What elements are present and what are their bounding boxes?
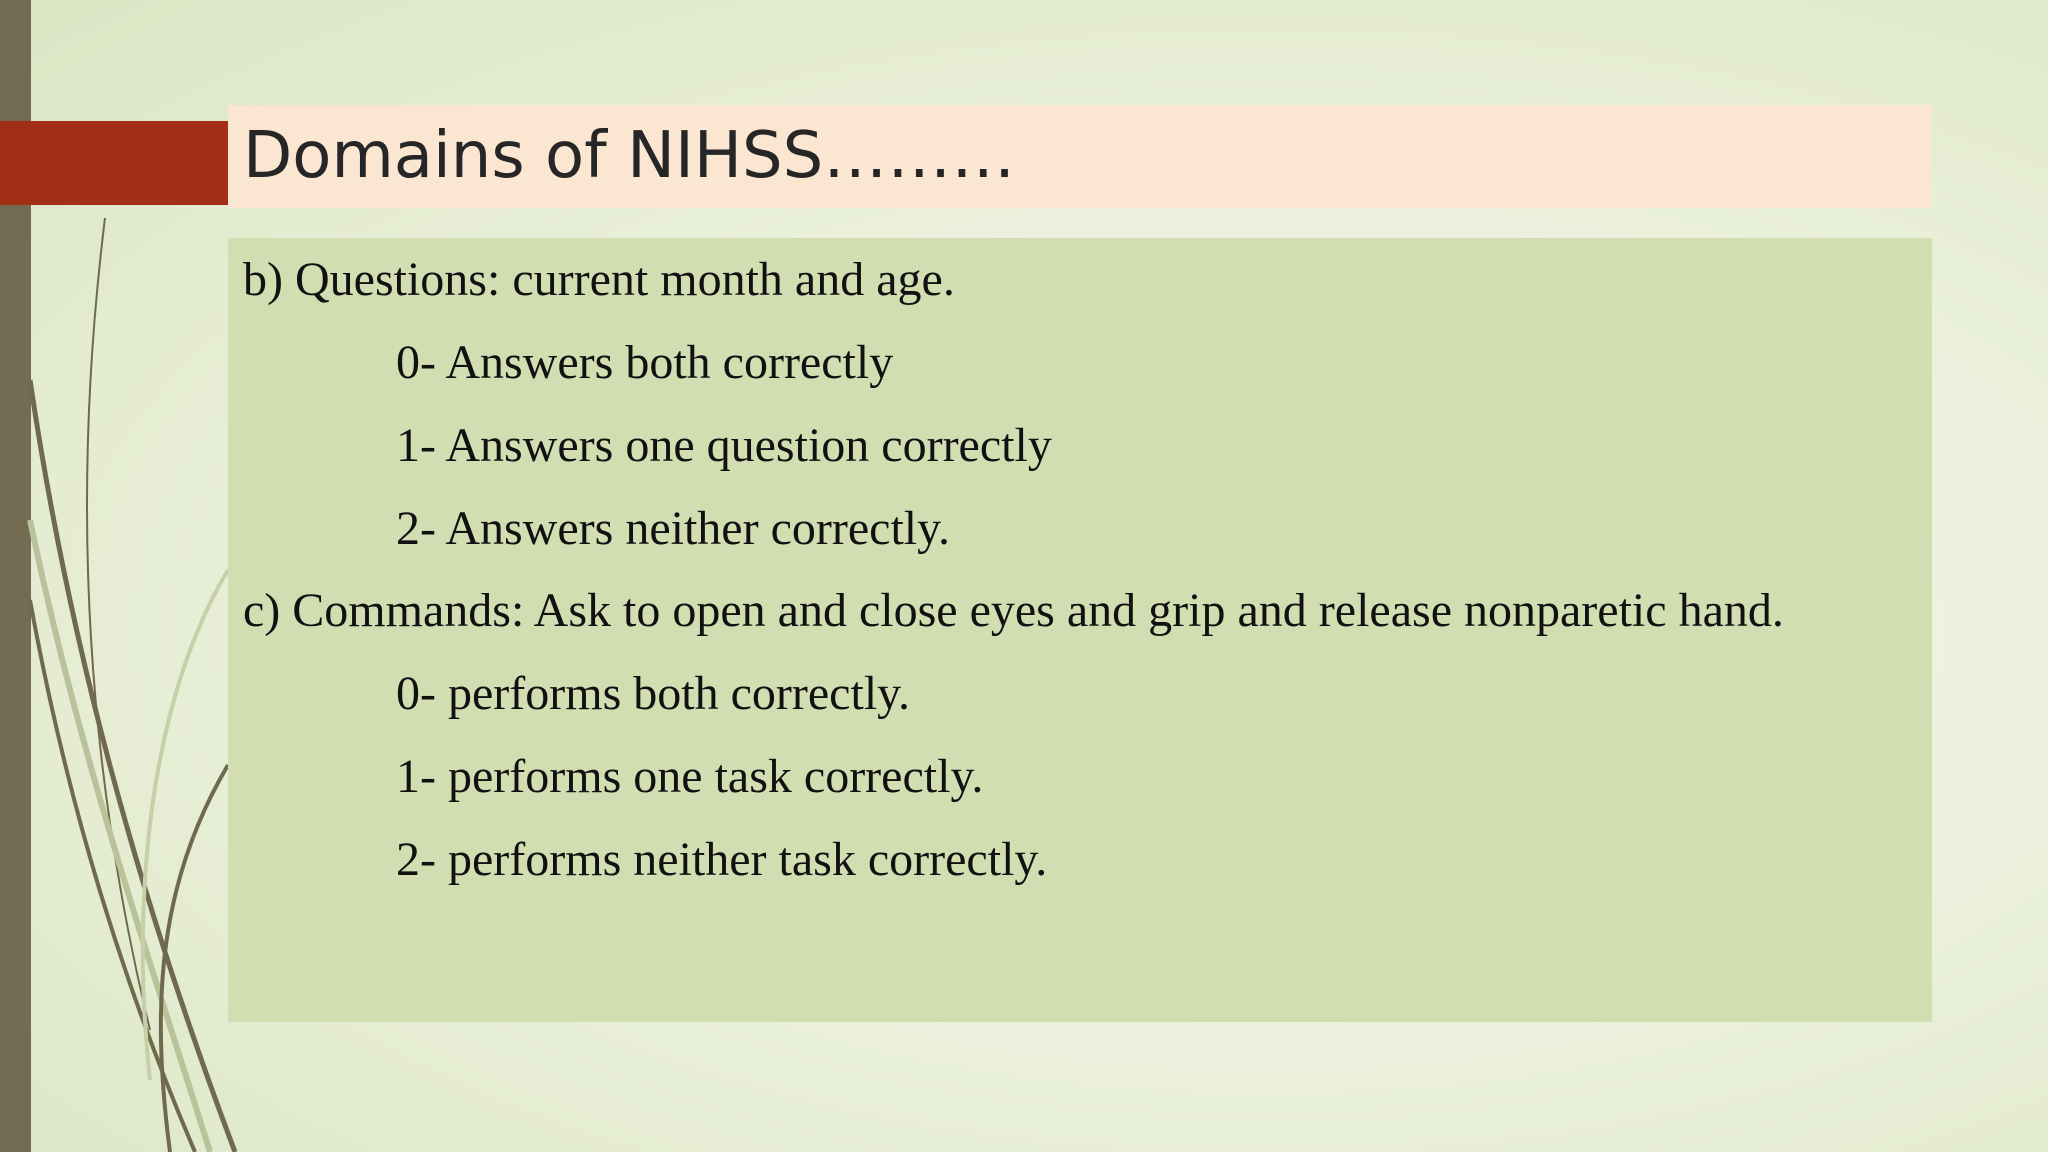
commands-heading: c) Commands: Ask to open and close eyes and grip and release nonparetic hand.	[243, 584, 1784, 637]
swoosh-line	[143, 570, 228, 1080]
score-item: 2- performs neither task correctly.	[396, 833, 1048, 886]
title-accent-bar	[0, 121, 228, 205]
score-item: 0- Answers both correctly	[396, 336, 894, 389]
score-item: 1- Answers one question correctly	[396, 419, 1052, 472]
slide-title: Domains of NIHSS………	[243, 119, 1016, 193]
question-heading: b) Questions: current month and age.	[243, 253, 955, 306]
swoosh-line	[30, 380, 235, 1152]
score-item: 0- performs both correctly.	[396, 667, 911, 720]
score-item: 1- performs one task correctly.	[396, 750, 984, 803]
score-item: 2- Answers neither correctly.	[396, 502, 951, 555]
swoosh-line	[87, 218, 150, 1030]
swoosh-line	[30, 520, 210, 1152]
swoosh-line	[30, 600, 195, 1152]
